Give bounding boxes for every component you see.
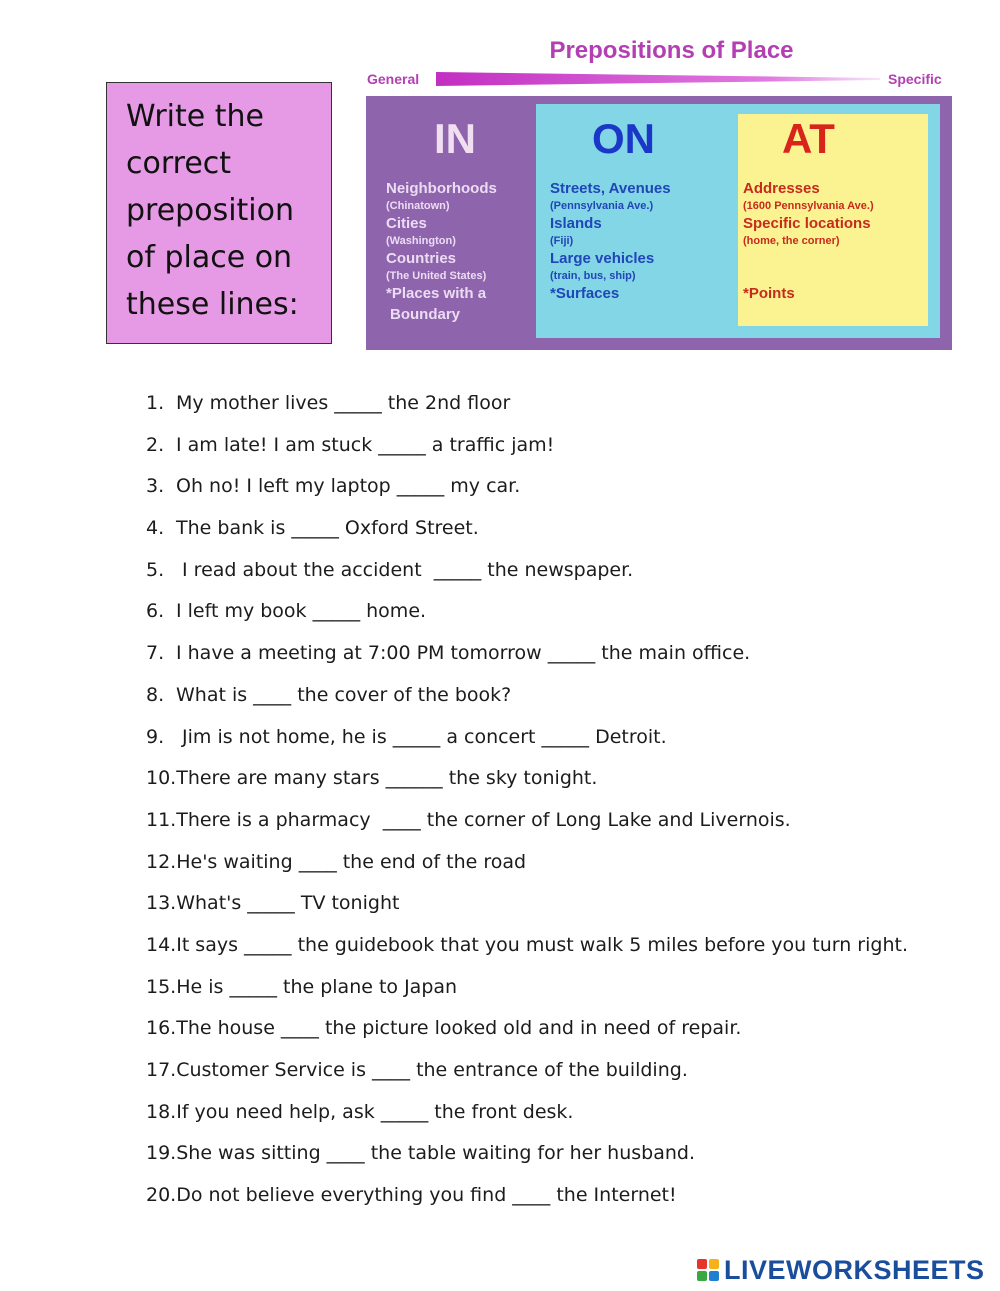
question-item [146,884,908,926]
question-item [146,1134,908,1176]
question-number: 1. [146,392,165,414]
chart-title: Prepositions of Place [549,37,794,64]
question-text[interactable]: What is ____ the cover of the book? [176,683,512,706]
on-category: Islands [550,215,602,232]
instruction-box [106,82,332,344]
question-text[interactable]: Do not believe everything you find ____ the Internet! [176,1184,677,1207]
question-text[interactable]: The house ____ the picture looked old and in need of repair. [176,1017,742,1040]
scale-label-specific: Specific [888,71,942,87]
question-item [146,926,908,968]
question-item [146,634,908,676]
question-item [146,843,908,885]
question-text[interactable]: She was sitting ____ the table waiting for her husband. [176,1142,695,1165]
in-category: Countries [386,250,457,267]
question-item [146,426,908,468]
liveworksheets-logo[interactable] [697,1254,985,1286]
in-category: Cities [386,215,427,232]
question-number: 15. [146,975,177,998]
question-text[interactable]: I left my book _____ home. [176,600,427,623]
question-text[interactable]: Jim is not home, he is _____ a concert _____ Detroit. [176,725,667,748]
question-item [146,1093,908,1135]
question-text[interactable]: I am late! I am stuck _____ a traffic jam! [176,433,555,456]
in-category: *Places with a [386,285,487,302]
question-number: 8. [146,683,165,706]
question-item [146,1051,908,1093]
question-text[interactable]: There is a pharmacy ____ the corner of Long Lake and Livernois. [176,808,791,831]
question-item [146,551,908,593]
question-text[interactable]: If you need help, ask _____ the front desk. [176,1100,574,1123]
question-number: 9. [146,725,165,748]
at-category: *Points [743,285,795,302]
question-number: 6. [146,600,165,623]
question-number: 14. [146,933,177,956]
logo-text: LIVEWORKSHEETS [724,1254,985,1285]
in-example: (Chinatown) [386,200,450,212]
question-text[interactable]: Customer Service is ____ the entrance of the building. [176,1059,688,1081]
at-column [743,180,874,303]
question-text[interactable]: I read about the accident _____ the newspaper. [176,558,634,581]
question-text[interactable]: What's _____ TV tonight [176,892,400,915]
question-text[interactable]: It says _____ the guidebook that you must walk 5 miles before you turn right. [176,933,908,956]
question-item [146,384,908,426]
scale-label-general: General [367,71,420,87]
question-number: 7. [146,642,165,665]
on-category: *Surfaces [550,285,620,302]
question-number: 17. [146,1059,177,1081]
question-number: 19. [146,1142,177,1165]
question-item [146,509,908,551]
in-category: Neighborhoods [386,180,497,197]
at-category: Specific locations [743,215,871,232]
question-item [146,718,908,760]
on-example: (train, bus, ship) [550,270,636,282]
on-example: (Fiji) [550,235,574,247]
question-item [146,592,908,634]
general-specific-arrow [436,72,880,86]
question-item [146,759,908,801]
question-number: 20. [146,1184,177,1207]
question-item [146,467,908,509]
in-category: Boundary [390,306,461,323]
question-item [146,1009,908,1051]
on-category: Large vehicles [550,250,655,267]
question-number: 18. [146,1100,177,1123]
question-number: 11. [146,808,177,831]
question-item [146,801,908,843]
question-number: 4. [146,517,165,540]
question-number: 5. [146,558,165,581]
at-example: (1600 Pennsylvania Ave.) [743,200,874,212]
question-text[interactable]: There are many stars ______ the sky tonight. [176,767,598,790]
question-text[interactable]: I have a meeting at 7:00 PM tomorrow _____ the main office. [176,642,751,665]
instruction-text: Write the correct preposition of place on these lines: [126,99,299,322]
question-item [146,1176,908,1218]
question-number: 10. [146,767,177,790]
question-text[interactable]: The bank is _____ Oxford Street. [176,517,479,540]
heading-in: IN [434,115,476,162]
question-text[interactable]: He's waiting ____ the end of the road [176,850,527,873]
in-column [386,180,497,324]
question-item [146,676,908,718]
question-number: 2. [146,433,165,456]
heading-on: ON [592,115,655,162]
question-number: 13. [146,892,177,915]
on-column [550,180,671,303]
on-example: (Pennsylvania Ave.) [550,200,654,212]
question-item [146,968,908,1010]
on-category: Streets, Avenues [550,180,671,197]
at-example: (home, the corner) [743,235,840,247]
question-number: 12. [146,850,177,873]
question-number: 3. [146,475,165,498]
heading-at: AT [782,115,835,162]
question-text[interactable]: My mother lives _____ the 2nd floor [176,392,511,414]
question-text[interactable]: He is _____ the plane to Japan [176,975,458,998]
question-list [146,384,908,1218]
question-number: 16. [146,1017,177,1040]
in-example: (Washington) [386,235,456,247]
in-example: (The United States) [386,270,487,282]
liveworksheets-logo-icon [697,1259,719,1281]
question-text[interactable]: Oh no! I left my laptop _____ my car. [176,475,521,498]
at-category: Addresses [743,180,820,197]
